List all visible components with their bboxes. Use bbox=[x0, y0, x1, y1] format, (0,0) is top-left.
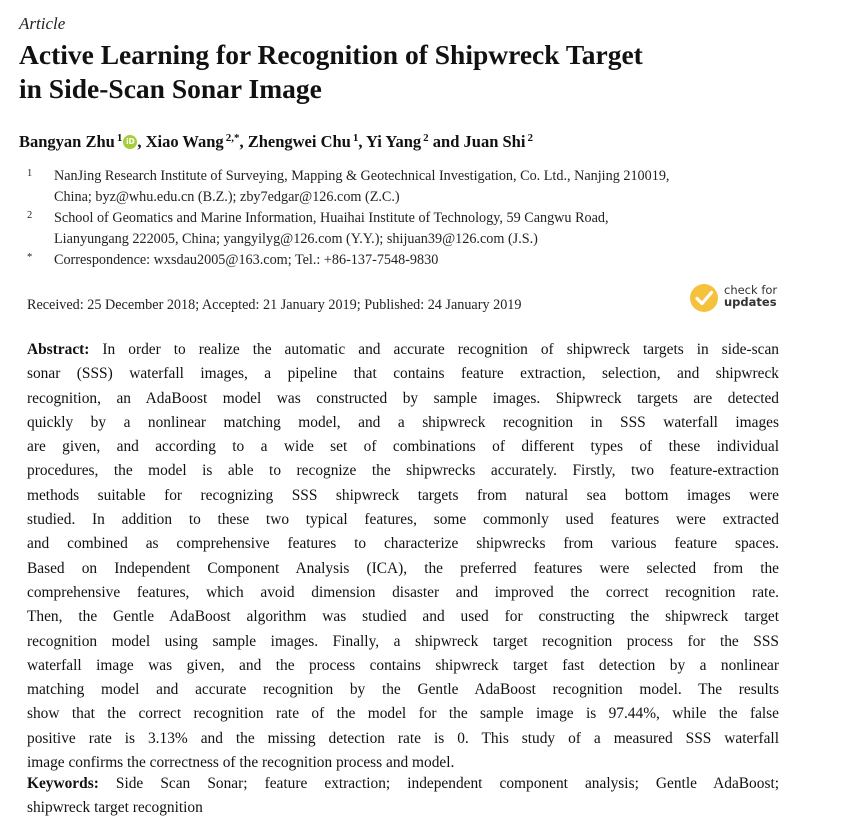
check-for-updates-badge[interactable] bbox=[690, 283, 790, 315]
abstract-line: Based on Independent Component Analysis (ICA), the preferred features were selected from the bbox=[27, 559, 779, 577]
abstract-line: waterfall image was given, and the process contains shipwreck target fast detection by a nonlinear bbox=[27, 656, 779, 674]
abstract-line: recognition model using sample images. Finally, a shipwreck target recognition process for the SSS bbox=[27, 632, 779, 650]
author-separator: and bbox=[428, 132, 464, 151]
article-type-label: Article bbox=[19, 14, 66, 33]
abstract-line bbox=[27, 338, 779, 362]
abstract-line: and combined as comprehensive features to characterize shipwrecks from various feature spaces. bbox=[27, 535, 779, 553]
title-line: Active Learning for Recognition of Shipwreck Target bbox=[19, 39, 643, 70]
author-affil-sup: 2 bbox=[423, 132, 429, 144]
abstract-line: procedures, the model is able to recognize the shipwrecks accurately. Firstly, two feature-extraction bbox=[27, 462, 779, 480]
affiliation-marker: 2 bbox=[27, 210, 33, 221]
abstract-line: positive rate is 3.13% and the missing detection rate is 0. This study of a measured SSS waterfall bbox=[27, 729, 779, 747]
keywords-text: Side Scan Sonar; feature extraction; independent component analysis; Gentle AdaBoost; bbox=[115, 775, 779, 792]
abstract-text: In order to realize the automatic and accurate recognition of shipwreck targets in side-scan bbox=[102, 341, 779, 358]
keywords bbox=[27, 772, 779, 821]
abstract-line: recognition, an AdaBoost model was constructed by sample images. Shipwreck targets are detected bbox=[27, 389, 779, 407]
abstract-line: quickly by a nonlinear matching model, and a shipwreck recognition in SSS waterfall images bbox=[27, 413, 779, 431]
abstract-line: sonar (SSS) waterfall images, a pipeline that contains feature extraction, selection, and shipwreck bbox=[27, 365, 779, 383]
author-separator: , bbox=[137, 132, 146, 151]
affiliation-line: School of Geomatics and Marine Information, Huaihai Institute of Technology, 59 Cangwu Road, bbox=[54, 210, 609, 226]
author-name[interactable]: Juan Shi bbox=[463, 132, 526, 151]
author-name[interactable]: Zhengwei Chu bbox=[247, 132, 351, 151]
abstract-label: Abstract: bbox=[27, 341, 90, 358]
correspondence-line: Correspondence: wxsdau2005@163.com; Tel.: +86-137-7548-9830 bbox=[54, 252, 439, 268]
affiliation-line: Lianyungang 222005, China; yangyilyg@126.com (Y.Y.); shijuan39@126.com (J.S.) bbox=[54, 231, 538, 247]
author-affil-sup: 1 bbox=[352, 132, 359, 144]
abstract bbox=[27, 338, 779, 775]
keywords-line: shipwreck target recognition bbox=[27, 799, 203, 817]
author-name[interactable]: Bangyan Zhu bbox=[19, 132, 115, 151]
check-for-updates-text bbox=[724, 284, 777, 308]
correspondence-item bbox=[27, 250, 797, 271]
author-name[interactable]: Xiao Wang bbox=[145, 132, 224, 151]
author-list bbox=[19, 132, 533, 152]
author-name[interactable]: Yi Yang bbox=[365, 132, 422, 151]
abstract-line: show that the correct recognition rate of the model for the sample image is 97.44%, while the false bbox=[27, 705, 779, 723]
publication-dates: Received: 25 December 2018; Accepted: 21 January 2019; Published: 24 January 2019 bbox=[27, 297, 522, 313]
check-updates-line2: updates bbox=[724, 295, 777, 309]
author-affil-sup: 2 bbox=[527, 132, 533, 144]
check-updates-line1: check for bbox=[724, 283, 778, 297]
abstract-line: comprehensive features, which avoid dimension disaster and improved the correct recognition rate. bbox=[27, 583, 779, 601]
author-separator: , bbox=[239, 132, 248, 151]
keywords-label: Keywords: bbox=[27, 775, 99, 792]
author-affil-sup: 2,* bbox=[225, 132, 240, 144]
paper-title bbox=[19, 38, 819, 106]
abstract-line: are given, and according to a wide set of combinations of different types of these individual bbox=[27, 438, 779, 456]
abstract-line: studied. In addition to these two typical features, some commonly used features were extracted bbox=[27, 511, 779, 529]
abstract-line: Then, the Gentle AdaBoost algorithm was studied and used for constructing the shipwreck target bbox=[27, 608, 779, 626]
affiliation-item bbox=[27, 166, 797, 208]
abstract-line: methods suitable for recognizing SSS shipwreck targets from natural sea bottom images were bbox=[27, 486, 779, 504]
abstract-line: image confirms the correctness of the recognition process and model. bbox=[27, 754, 455, 772]
author-affil-sup: 1 bbox=[116, 132, 123, 144]
affiliation-item bbox=[27, 208, 797, 250]
affiliation-line: NanJing Research Institute of Surveying, Mapping & Geotechnical Investigation, Co. Ltd., Nanjing 210019, bbox=[54, 168, 670, 184]
correspondence-marker: * bbox=[27, 252, 33, 263]
affiliation-marker: 1 bbox=[27, 168, 33, 179]
check-mark-icon bbox=[690, 284, 718, 312]
author-separator: , bbox=[358, 132, 366, 151]
orcid-icon[interactable]: iD bbox=[123, 135, 137, 149]
title-line: in Side-Scan Sonar Image bbox=[19, 73, 322, 104]
affiliations bbox=[27, 166, 797, 271]
affiliation-line: China; byz@whu.edu.cn (B.Z.); zby7edgar@126.com (Z.C.) bbox=[54, 189, 400, 205]
keywords-line bbox=[27, 772, 779, 796]
abstract-line: matching model and accurate recognition by the Gentle AdaBoost recognition model. The results bbox=[27, 681, 779, 699]
